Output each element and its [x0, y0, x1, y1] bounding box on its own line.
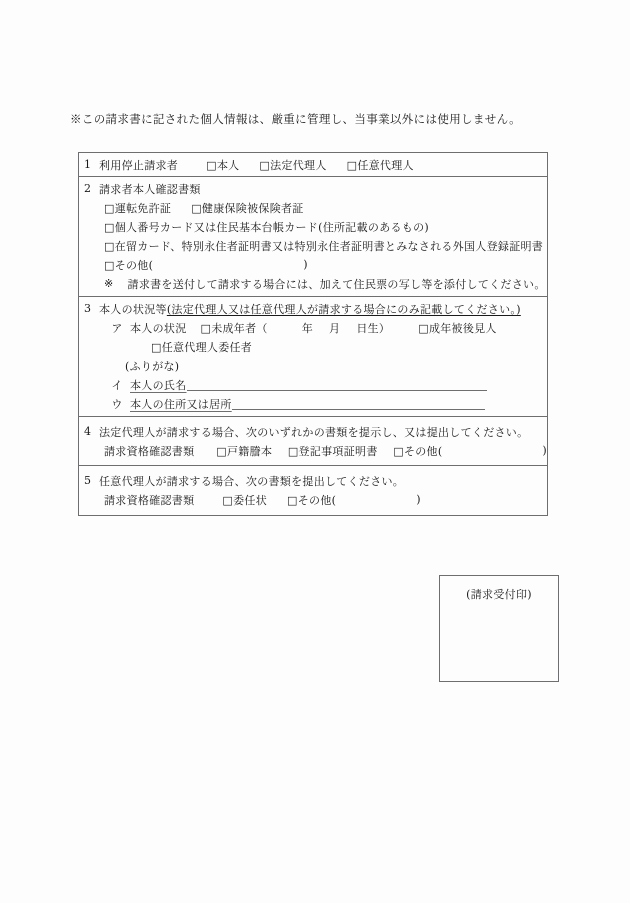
section-2-row-2 — [79, 217, 547, 236]
section-3-item-c — [79, 394, 547, 413]
section-3-item-a — [79, 318, 547, 337]
checkbox-adult-ward[interactable]: □ 成年被後見人 — [418, 320, 497, 336]
item-a-label: 本人の状況 — [130, 321, 187, 335]
section-3-title: 本人の状況等 — [99, 302, 167, 316]
label-year: 年 — [301, 321, 314, 335]
section-1-title: 利用停止請求者 — [99, 158, 179, 172]
privacy-note: ※この請求書に記された個人情報は、厳重に管理し、当事業以外には使用しません。 — [70, 112, 521, 126]
checkbox-other-section-5[interactable]: □ その他( — [287, 492, 336, 508]
section-2-title: 請求者本人確認書類 — [99, 182, 201, 196]
section-2-number: 2 — [84, 182, 92, 195]
section-5-doc-label: 請求資格確認書類 — [104, 493, 195, 507]
furigana-label: (ふりがな) — [125, 359, 180, 373]
form-section-3 — [79, 297, 547, 417]
checkbox-residence-card[interactable]: □ 在留カード、特別永住者証明書又は特別永住者証明書とみなされる外国人登録証明書 — [104, 238, 543, 254]
section-1-number: 1 — [84, 158, 92, 171]
other-paren-close-section-4: ) — [542, 444, 548, 457]
label-day: 日生） — [356, 321, 391, 335]
label-month: 月 — [329, 321, 341, 335]
item-b-mark: イ — [111, 378, 123, 392]
checkbox-registry-certificate[interactable]: □ 登記事項証明書 — [288, 443, 378, 459]
section-2-note-line — [79, 274, 547, 293]
checkbox-voluntary-agent-principal[interactable]: □ 任意代理人委任者 — [151, 339, 252, 355]
checkbox-other[interactable]: □ その他( — [104, 257, 153, 273]
name-input-rule[interactable] — [187, 378, 487, 391]
form-section-1 — [79, 153, 547, 177]
request-form-table — [78, 152, 548, 516]
form-section-5 — [79, 466, 547, 515]
form-section-4 — [79, 417, 547, 466]
section-4-doc-label: 請求資格確認書類 — [104, 444, 195, 458]
section-2-row-3 — [79, 236, 547, 255]
other-paren-close-section-5: ) — [416, 493, 421, 506]
section-4-number: 4 — [84, 425, 92, 438]
section-3-item-a2 — [79, 337, 547, 356]
checkbox-houtei-dairinin[interactable]: □ 法定代理人 — [259, 157, 326, 173]
section-3-title-line — [79, 299, 547, 318]
checkbox-health-insurance-card[interactable]: □ 健康保険被保険者証 — [191, 200, 303, 216]
item-c-label: 本人の住所又は居所 — [130, 397, 232, 411]
form-section-2 — [79, 177, 547, 297]
section-5-title-line — [79, 471, 547, 490]
item-a-mark: ア — [111, 321, 123, 335]
section-5-number: 5 — [84, 474, 92, 487]
receipt-stamp-label: (請求受付印) — [466, 588, 532, 601]
section-2-note: 請求書を送付して請求する場合には、加えて住民票の写し等を添付してください。 — [127, 277, 546, 291]
checkbox-my-number-card[interactable]: □ 個人番号カード又は住民基本台帳カード(住所記載のあるもの) — [104, 219, 429, 235]
section-1-line — [79, 155, 547, 174]
section-2-row-1 — [79, 198, 547, 217]
section-2-row-4 — [79, 255, 547, 274]
section-4-title: 法定代理人が請求する場合、次のいずれかの書類を提示し、又は提出してください。 — [99, 425, 529, 439]
other-paren-close: ) — [303, 258, 308, 271]
receipt-stamp-box — [439, 575, 559, 682]
section-4-title-line — [79, 422, 547, 441]
section-3-title-note: (法定代理人又は任意代理人が請求する場合にのみ記載してください。) — [166, 302, 521, 316]
section-4-docs-line — [79, 441, 547, 460]
item-c-mark: ウ — [111, 397, 123, 411]
section-3-number: 3 — [84, 302, 92, 315]
checkbox-power-of-attorney[interactable]: □ 委任状 — [222, 492, 267, 508]
note-mark: ※ — [104, 277, 114, 290]
checkbox-koseki-tohon[interactable]: □ 戸籍謄本 — [216, 443, 272, 459]
checkbox-drivers-license[interactable]: □ 運転免許証 — [104, 200, 171, 216]
checkbox-minor[interactable]: □ 未成年者（ — [201, 320, 268, 336]
section-5-docs-line — [79, 490, 547, 509]
item-b-label: 本人の氏名 — [130, 378, 187, 392]
checkbox-honnin[interactable]: □ 本人 — [206, 157, 239, 173]
address-input-rule[interactable] — [232, 397, 485, 410]
checkbox-nini-dairinin[interactable]: □ 任意代理人 — [347, 157, 414, 173]
section-2-title-line — [79, 179, 547, 198]
section-5-title: 任意代理人が請求する場合、次の書類を提出してください。 — [99, 474, 405, 488]
checkbox-other-section-4[interactable]: □ その他( — [393, 443, 442, 459]
section-3-item-b — [79, 375, 547, 394]
